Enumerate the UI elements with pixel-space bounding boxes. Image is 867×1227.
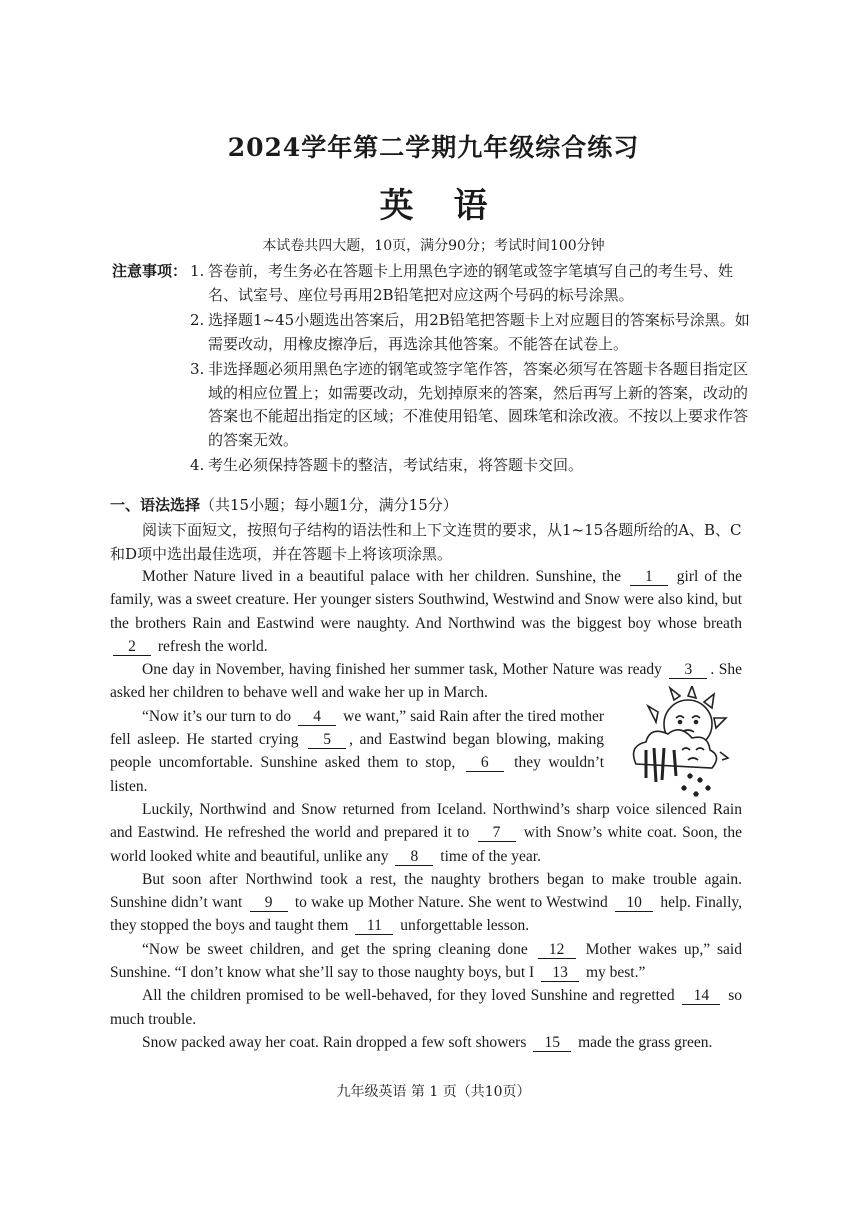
notes-list [190,260,750,480]
passage-text: unforgettable lesson. [396,917,530,935]
answer-blank: 4 [298,708,336,726]
passage-text: refresh the world. [154,637,268,655]
answer-blank: 10 [615,894,653,912]
passage-text: But soon after Northwind took a rest, the naughty brothers began to make trouble again. Sunshine didn’t want [110,870,742,912]
reading-passage [110,565,742,1054]
sun-cloud-rain-illustration [622,686,744,806]
answer-blank: 14 [682,987,720,1005]
note-text: 答卷前，考生务必在答题卡上用黑色字迹的钢笔或签字笔填写自己的考生号、姓名、试室号、座位号再用2B铅笔把对应这两个号码的标号涂黑。 [208,262,734,304]
passage-text: One day in November, having finished her summer task, Mother Nature was ready [142,661,667,679]
note-item [190,454,750,478]
exam-title: 2024学年第二学期九年级综合练习 [227,133,640,162]
answer-blank: 3 [669,661,707,679]
passage-paragraph [110,565,742,658]
passage-paragraph [110,984,742,1031]
section-heading [110,494,458,515]
answer-blank: 7 [478,824,516,842]
passage-paragraph [110,798,742,868]
passage-text: All the children promised to be well-behaved, for they loved Sunshine and regretted [142,987,680,1005]
passage-text: Mother wakes up,” said Sunshine. “I don’t know what she’ll say to those naughty boys, but I [110,940,742,982]
note-number: 2. [190,311,205,329]
passage-text: “Now it’s our turn to do [142,707,296,725]
section-score: （共15小题；每小题1分，满分15分） [200,496,458,514]
passage-paragraph [110,1031,742,1054]
answer-blank: 9 [250,894,288,912]
answer-blank: 2 [113,638,151,656]
note-item [190,260,750,307]
passage-text: they wouldn’t listen. [110,754,605,795]
answer-blank: 13 [541,964,579,982]
note-item [190,309,750,356]
exam-info: 本试卷共四大题，10页，满分90分；考试时间100分钟 [262,238,605,254]
note-text: 选择题1~45小题选出答案后，用2B铅笔把答题卡上对应题目的答案标号涂黑。如需要改动，用橡皮擦净后，再选涂其他答案。不能答在试卷上。 [208,311,750,353]
passage-text: “Now be sweet children, and get the spring cleaning done [142,940,535,958]
passage-text: with Snow’s white coat. Soon, the world looked white and beautiful, unlike any [110,824,742,865]
passage-text: time of the year. [436,847,541,865]
passage-text: girl of the family, was a sweet creature. Her younger sisters Southwind, Westwind and Snow were also kind, but the brothers Rain and Eastwind were naughty. And Northwind was the biggest boy whose breath [110,568,742,632]
answer-blank: 11 [355,917,393,935]
passage-paragraph [110,868,742,938]
note-text: 非选择题必须用黑色字迹的钢笔或签字笔作答，答案必须写在答题卡各题目指定区域的相应位置上；如需要改动，先划掉原来的答案，然后再写上新的答案，改动的答案也不能超出指定的区域；不准使用铅笔、圆珠笔和涂改液。不按以上要求作答的答案无效。 [208,360,749,449]
note-text: 考生必须保持答题卡的整洁，考试结束，将答题卡交回。 [208,456,584,474]
passage-text: Luckily, Northwind and Snow returned from Iceland. Northwind’s sharp voice silenced Rain and Eastwind. He refreshed the world and prepared it to [110,800,742,842]
answer-blank: 5 [308,731,346,749]
subject-title: 英语 [379,186,528,226]
notes-label: 注意事项： [112,262,188,280]
passage-text: help. Finally, they stopped the boys and taught them [110,894,742,935]
section-instructions: 阅读下面短文，按照句子结构的语法性和上下文连贯的要求，从1~15各题所给的A、B、C和D项中选出最佳选项，并在答题卡上将该项涂黑。 [110,521,742,563]
passage-text: Snow packed away her coat. Rain dropped a few soft showers [142,1033,531,1051]
passage-text: Mother Nature lived in a beautiful palace with her children. Sunshine, the [142,568,627,585]
answer-blank: 12 [538,941,576,959]
answer-blank: 1 [630,568,668,586]
note-number: 4. [190,456,205,474]
passage-text: to wake up Mother Nature. She went to Westwind [290,894,613,912]
passage-text: , and Eastwind began blowing, making people uncomfortable. Sunshine asked them to stop, [110,731,604,772]
passage-text: . She asked her children to behave well and wake her up in March. [110,661,742,702]
answer-blank: 8 [395,848,433,866]
passage-text: we want,” said Rain after the tired mother fell asleep. He started crying [110,707,604,749]
note-number: 3. [190,360,205,378]
passage-paragraph [110,938,742,985]
passage-text: made the grass green. [574,1033,713,1051]
passage-text: my best.” [582,964,646,982]
note-item [190,358,750,452]
answer-blank: 6 [466,754,504,772]
section-name: 一、语法选择 [110,496,201,514]
note-number: 1. [190,262,205,280]
page-footer: 九年级英语 第 1 页（共10页） [336,1084,531,1100]
passage-text: so much trouble. [110,987,742,1028]
answer-blank: 15 [533,1034,571,1052]
